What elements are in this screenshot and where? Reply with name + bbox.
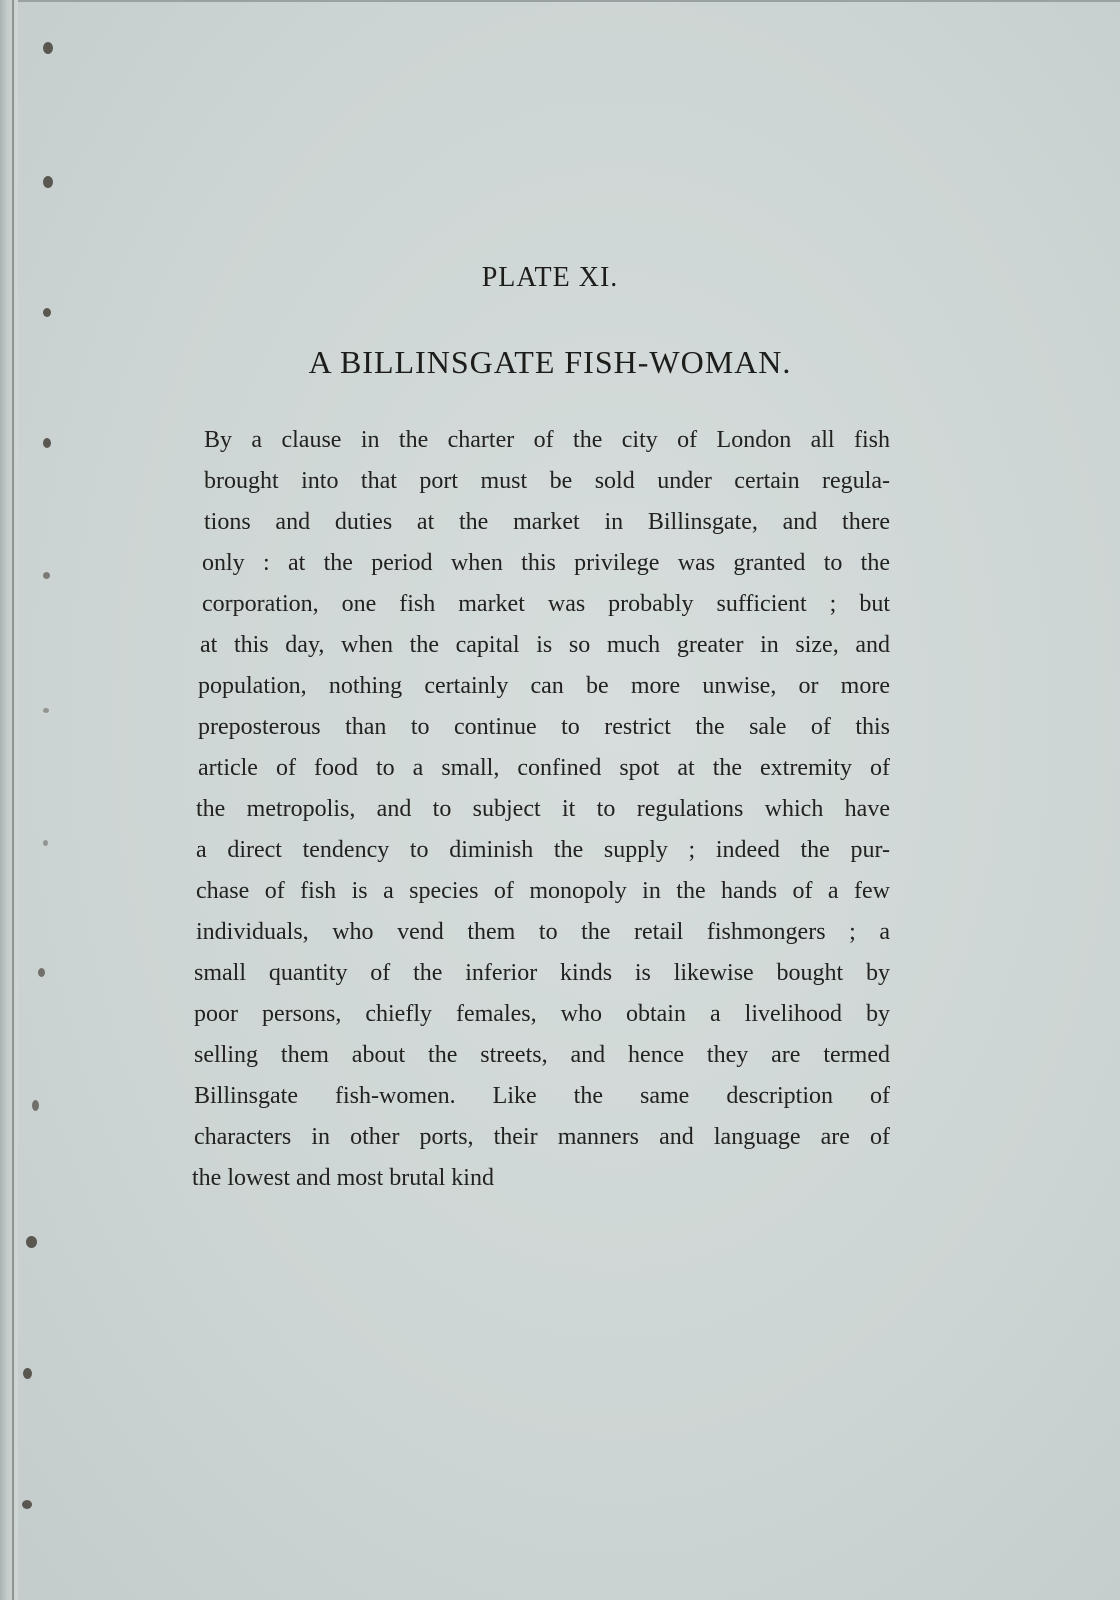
text-line: individuals, who vend them to the retail fishmongers ; a — [196, 919, 890, 945]
stitch-hole — [43, 176, 53, 188]
stitch-hole — [32, 1100, 39, 1111]
stitch-hole — [43, 840, 48, 846]
text-line: characters in other ports, their manners and language are of — [194, 1124, 890, 1150]
plate-number: PLATE XI. — [481, 262, 619, 293]
stitch-hole — [43, 572, 50, 579]
text-line: article of food to a small, confined spot at the extremity of — [198, 755, 890, 781]
text-line: brought into that port must be sold under certain regula- — [204, 468, 890, 494]
text-line: a direct tendency to diminish the supply ; indeed the pur- — [196, 837, 890, 863]
page-top-edge — [0, 0, 1120, 2]
stitch-hole — [43, 708, 49, 713]
stitch-hole — [43, 438, 51, 448]
text-line: small quantity of the inferior kinds is likewise bought by — [194, 960, 890, 986]
text-line: poor persons, chiefly females, who obtain a livelihood by — [194, 1001, 890, 1027]
text-line: corporation, one fish market was probably sufficient ; but — [202, 591, 890, 617]
text-line: preposterous than to continue to restrict the sale of this — [198, 714, 890, 740]
stitch-hole — [43, 308, 51, 317]
text-line: only : at the period when this privilege was granted to the — [202, 550, 890, 576]
text-line: tions and duties at the market in Billinsgate, and there — [204, 509, 890, 535]
binding-edge-line — [12, 0, 14, 1600]
text-line: the metropolis, and to subject it to regulations which have — [196, 796, 890, 822]
stitch-hole — [43, 42, 53, 54]
text-line: Billinsgate fish-women. Like the same description of — [194, 1083, 890, 1109]
stitch-hole — [26, 1236, 37, 1248]
plate-title: A BILLINSGATE FISH-WOMAN. — [308, 344, 792, 380]
text-line: the lowest and most brutal kind — [192, 1165, 494, 1191]
body-paragraph — [192, 420, 890, 1199]
text-line: population, nothing certainly can be more unwise, or more — [198, 673, 890, 699]
text-line: By a clause in the charter of the city of London all fish — [204, 427, 890, 453]
text-line: chase of fish is a species of monopoly in the hands of a few — [196, 878, 890, 904]
stitch-hole — [38, 968, 45, 977]
text-line: at this day, when the capital is so much greater in size, and — [200, 632, 890, 658]
page-binding — [0, 0, 18, 1600]
stitch-hole — [23, 1368, 32, 1379]
text-line: selling them about the streets, and hence they are termed — [194, 1042, 890, 1068]
stitch-hole — [22, 1500, 32, 1509]
